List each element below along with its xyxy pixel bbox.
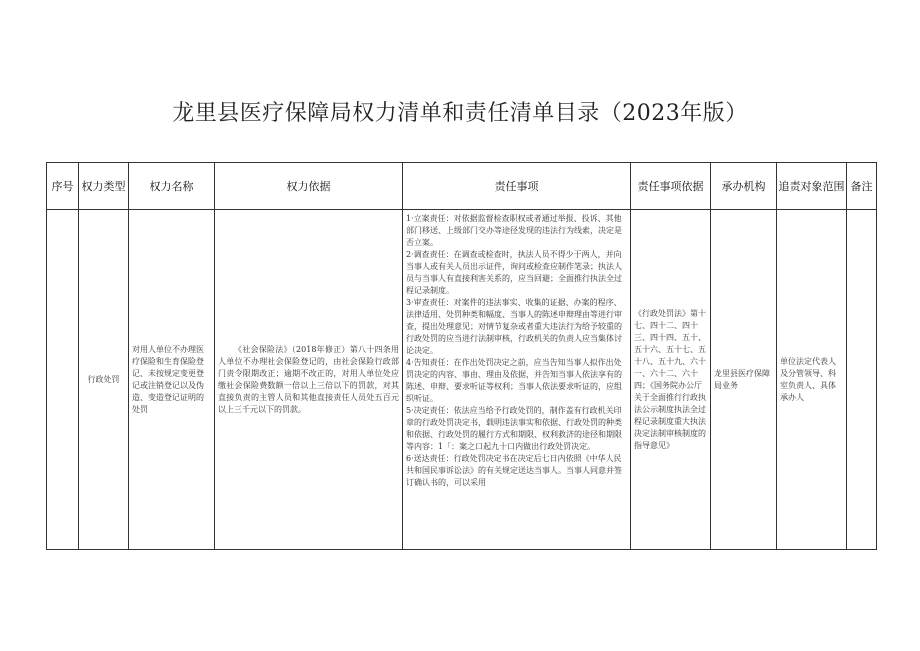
cell-index [47,210,79,550]
header-accountability: 追责对象范围 [777,163,847,210]
page-title: 龙里县医疗保障局权力清单和责任清单目录（2023年版） [172,101,748,126]
cell-power-name: 对用人单位不办理医疗保险和生育保险登记、未按规定变更登记或注销登记以及伪造、变造登记证明的处罚 [129,210,215,550]
duty-item-filing: 1·立案责任：对依据监督检查职权或者通过举报、投诉、其他部门移送、上级部门交办等途径发现的违法行为线索，决定是否立案。 [406,214,622,247]
cell-remark [847,210,877,550]
power-list-table [46,162,877,550]
duty-item-investigation: 2·调查责任：在调查或检查时，执法人员不得少于两人，并向当事人或有关人员出示证件，询问或检查应制作笔录；执法人员与当事人有直接利害关系的，应当回避；全面推行执法全过程记录制度。 [406,250,622,295]
cell-duty-basis: 《行政处罚法》第十七、四十二、四十三、四十四、五十、五十六、五十七、五十八、五十九、六十一、六十二、六十四；《国务院办公厅关于全面推行行政执法公示制度执法全过程记录制度重大执法决定法制审核制度的指导意见》 [631,210,711,550]
header-duty-basis: 责任事项依据 [631,163,711,210]
header-power-basis: 权力依据 [215,163,403,210]
header-remark: 备注 [847,163,877,210]
duty-item-decision: 5·决定责任：依法应当给予行政处罚的，制作盖有行政机关印章的行政处罚决定书，载明违法事实和依据、行政处罚的种类和依据、行政处罚的履行方式和期限、权利救济的途径和期限等内容：1「：案之口起九十口内做出行政处罚决定。 [406,406,622,451]
header-power-name: 权力名称 [129,163,215,210]
header-index: 序号 [47,163,79,210]
header-power-type: 权力类型 [79,163,129,210]
header-duties: 责任事项 [403,163,631,210]
duty-item-notification: 4·告知责任：在作出处罚决定之前，应当告知当事人拟作出处罚决定的内容、事由、理由及依据，并告知当事人依法享有的陈述、申辩、要求听证等权利；当事人依法要求听证的，应组织听证。 [406,358,622,403]
table-header-row [47,163,877,210]
cell-power-type: 行政处罚 [79,210,129,550]
header-agency: 承办机构 [711,163,777,210]
cell-accountability: 单位法定代表人及分管领导、科室负责人、具体承办人 [777,210,847,550]
cell-power-basis: 《社会保险法》（2018年修正）第八十四条用人单位不办理社会保险登记的，由社会保险行政部门责令限期改正；逾期不改正的，对用人单位处应缴社会保险费数额一倍以上三倍以下的罚款，对其直接负责的主管人员和其他直接责任人员处五百元以上三千元以下的罚款。 [215,210,403,550]
cell-agency: 龙里县医疗保障局业务 [711,210,777,550]
cell-duties [403,210,631,550]
duty-item-delivery: 6·送达责任：行政处罚决定书在决定后七日内依照《中华人民共和国民事诉讼法》的有关规定送达当事人。当事人同意并签订确认书的，可以采用 [406,454,622,487]
duty-item-review: 3·审查责任：对案件的违法事实、收集的证据、办案的程序、法律适用、处罚种类和幅度、当事人的陈述申辩理由等进行审查，提出处理意见；对情节复杂或者重大违法行为给予较重的行政处罚的应当进行法制审核，行政机关的负责人应当集体讨论决定。 [406,298,622,355]
table-row [47,210,877,550]
